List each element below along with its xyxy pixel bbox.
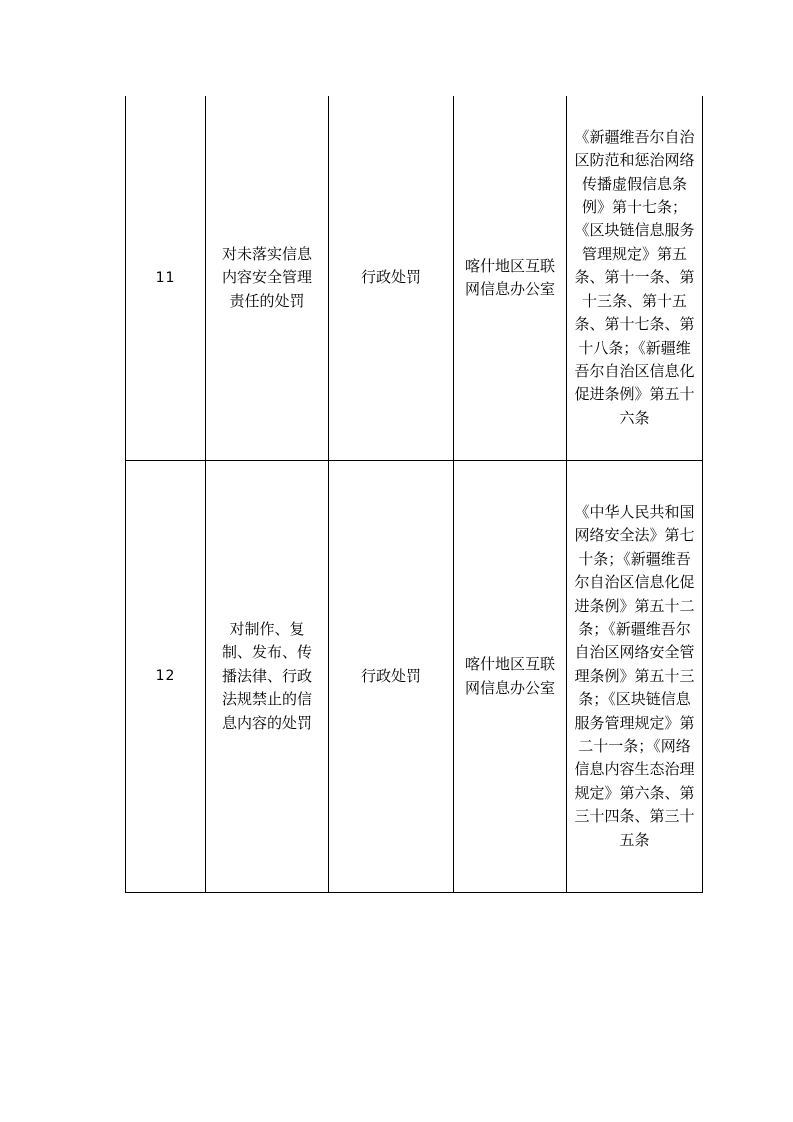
item-name: 对未落实信息内容安全管理责任的处罚 [221,244,312,310]
item-name: 对制作、复制、发布、传播法律、行政法规禁止的信息内容的处罚 [221,619,312,732]
table-row [126,461,703,893]
item-basis-cell [567,461,703,893]
item-number: 12 [155,668,176,685]
item-department-cell [454,96,567,461]
penalty-items-table [125,96,703,893]
item-number-cell [126,96,206,461]
item-basis-cell [567,96,703,461]
item-type-cell [329,461,454,893]
item-type-cell [329,96,454,461]
item-department: 喀什地区互联网信息办公室 [464,655,555,697]
item-type: 行政处罚 [360,268,421,287]
item-legal-basis: 《中华人民共和国网络安全法》第七十条；《新疆维吾尔自治区信息化促进条例》第五十二条；《新疆维吾尔自治区网络安全管理条例》第五十三条；《区块链信息服务管理规定》第二十一条；《网络信息内容生态治理规定》第六条、第三十四条、第三十五条 [574,502,695,849]
item-name-cell [206,96,329,461]
item-name-cell [206,461,329,893]
item-legal-basis: 《新疆维吾尔自治区防范和惩治网络传播虚假信息条例》第十七条；《区块链信息服务管理规定》第五条、第十一条、第十三条、第十五条、第十七条、第十八条；《新疆维吾尔自治区信息化促进条例》第五十六条 [574,127,695,427]
item-department: 喀什地区互联网信息办公室 [464,256,555,298]
item-type: 行政处罚 [360,666,421,685]
item-number: 11 [155,269,176,286]
table-row [126,96,703,461]
item-number-cell [126,461,206,893]
item-department-cell [454,461,567,893]
